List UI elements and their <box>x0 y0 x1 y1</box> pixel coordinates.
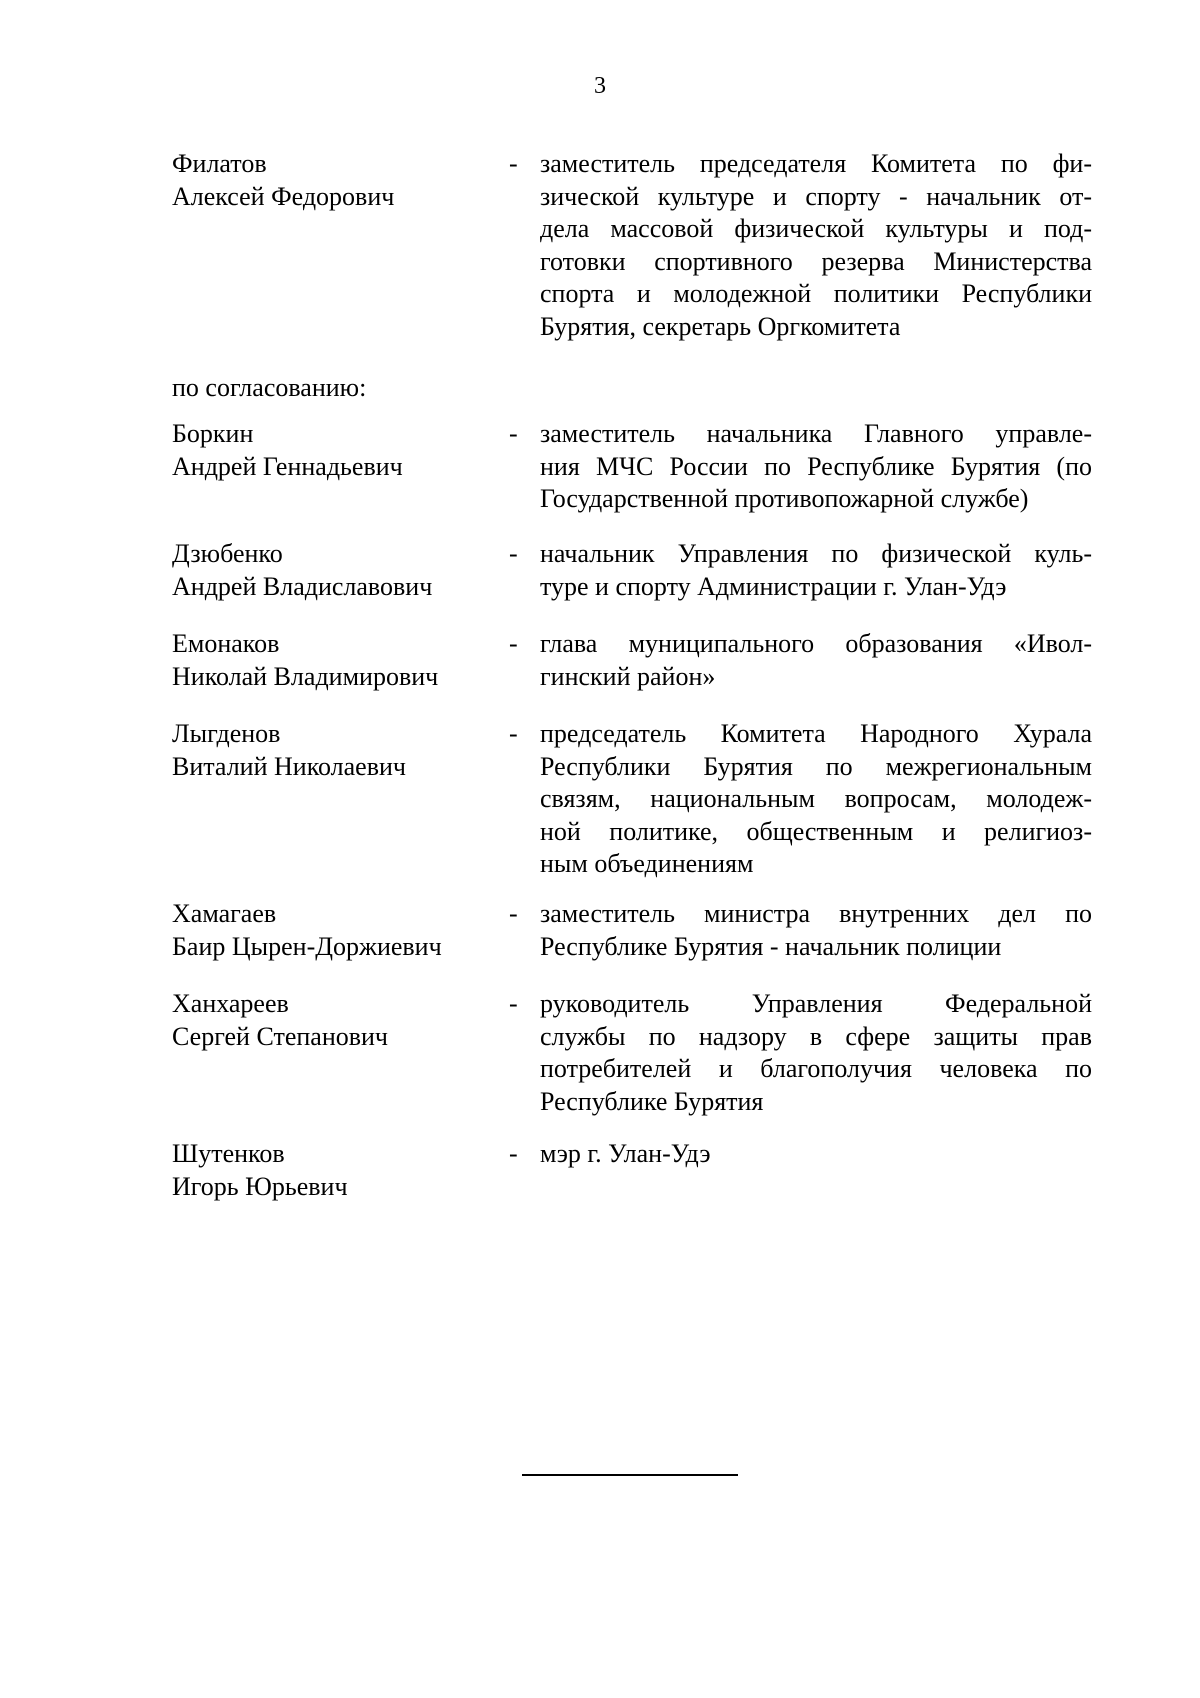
dash-separator: - <box>509 899 518 928</box>
member-surname: Шутенков <box>172 1139 285 1168</box>
dash-separator: - <box>509 629 518 658</box>
member-role <box>540 1138 1092 1171</box>
role-line: туре и спорту Администрации г. Улан-Удэ <box>540 571 1007 601</box>
role-line: глава муниципального образования «Ивол- <box>540 629 1092 658</box>
role-line: гинский район» <box>540 661 716 691</box>
role-line: заместитель министра внутренних дел по <box>540 899 1092 928</box>
role-line: ния МЧС России по Республике Бурятия (по <box>540 451 1092 481</box>
dash-separator: - <box>509 539 518 568</box>
role-line: дела массовой физической культуры и под- <box>540 214 1092 243</box>
role-line: руководитель Управления Федеральной <box>540 989 1092 1018</box>
member-given-name: Алексей Федорович <box>172 181 395 211</box>
role-line: Республики Бурятия по межрегиональным <box>540 751 1092 781</box>
member-given-name: Андрей Владиславович <box>172 571 433 601</box>
agreement-label: по согласованию: <box>172 373 367 402</box>
page-number: 3 <box>594 73 606 99</box>
member-surname: Дзюбенко <box>172 539 283 568</box>
role-line: заместитель председателя Комитета по фи- <box>540 149 1092 178</box>
role-line: службы по надзору в сфере защиты прав <box>540 1021 1092 1051</box>
member-name <box>172 718 512 783</box>
dash-separator: - <box>509 719 518 748</box>
member-surname: Филатов <box>172 149 267 178</box>
role-line: ной политике, общественным и религиоз- <box>540 816 1092 846</box>
member-surname: Хамагаев <box>172 899 277 928</box>
dash-separator: - <box>509 1139 518 1168</box>
member-given-name: Игорь Юрьевич <box>172 1171 348 1201</box>
dash-separator: - <box>509 149 518 178</box>
member-name <box>172 1138 512 1203</box>
member-role <box>540 988 1092 1118</box>
member-given-name: Сергей Степанович <box>172 1021 389 1051</box>
role-line: Республике Бурятия - начальник полиции <box>540 931 1002 961</box>
member-role <box>540 538 1092 603</box>
member-role <box>540 418 1092 516</box>
dash-separator: - <box>509 989 518 1018</box>
role-line: потребителей и благополучия человека по <box>540 1054 1092 1083</box>
role-line: зической культуре и спорту - начальник от- <box>540 181 1092 211</box>
member-given-name: Андрей Геннадьевич <box>172 451 403 481</box>
member-name <box>172 988 512 1053</box>
member-role <box>540 718 1092 881</box>
role-line: Республике Бурятия <box>540 1086 764 1116</box>
role-line: председатель Комитета Народного Хурала <box>540 719 1092 748</box>
member-role <box>540 628 1092 693</box>
role-line: заместитель начальника Главного управле- <box>540 419 1092 448</box>
role-line: готовки спортивного резерва Министерства <box>540 246 1092 276</box>
role-line: Государственной противопожарной службе) <box>540 484 1029 513</box>
member-role <box>540 148 1092 343</box>
role-line: мэр г. Улан-Удэ <box>540 1139 711 1168</box>
role-line: связям, национальным вопросам, молодеж- <box>540 784 1092 813</box>
member-name <box>172 898 512 963</box>
member-given-name: Баир Цырен-Доржиевич <box>172 931 442 961</box>
member-surname: Ханхареев <box>172 989 289 1018</box>
member-name <box>172 538 512 603</box>
role-line: Бурятия, секретарь Оргкомитета <box>540 311 901 341</box>
member-given-name: Николай Владимирович <box>172 661 439 691</box>
member-name <box>172 148 512 213</box>
member-role <box>540 898 1092 963</box>
dash-separator: - <box>509 419 518 448</box>
member-surname: Лыгденов <box>172 719 281 748</box>
role-line: начальник Управления по физической куль- <box>540 539 1092 568</box>
member-name <box>172 628 512 693</box>
member-surname: Емонаков <box>172 629 280 658</box>
role-line: ным объединениям <box>540 849 754 878</box>
end-of-list-rule <box>522 1474 738 1476</box>
role-line: спорта и молодежной политики Республики <box>540 279 1092 308</box>
member-name <box>172 418 512 483</box>
member-surname: Боркин <box>172 419 254 448</box>
member-given-name: Виталий Николаевич <box>172 751 406 781</box>
